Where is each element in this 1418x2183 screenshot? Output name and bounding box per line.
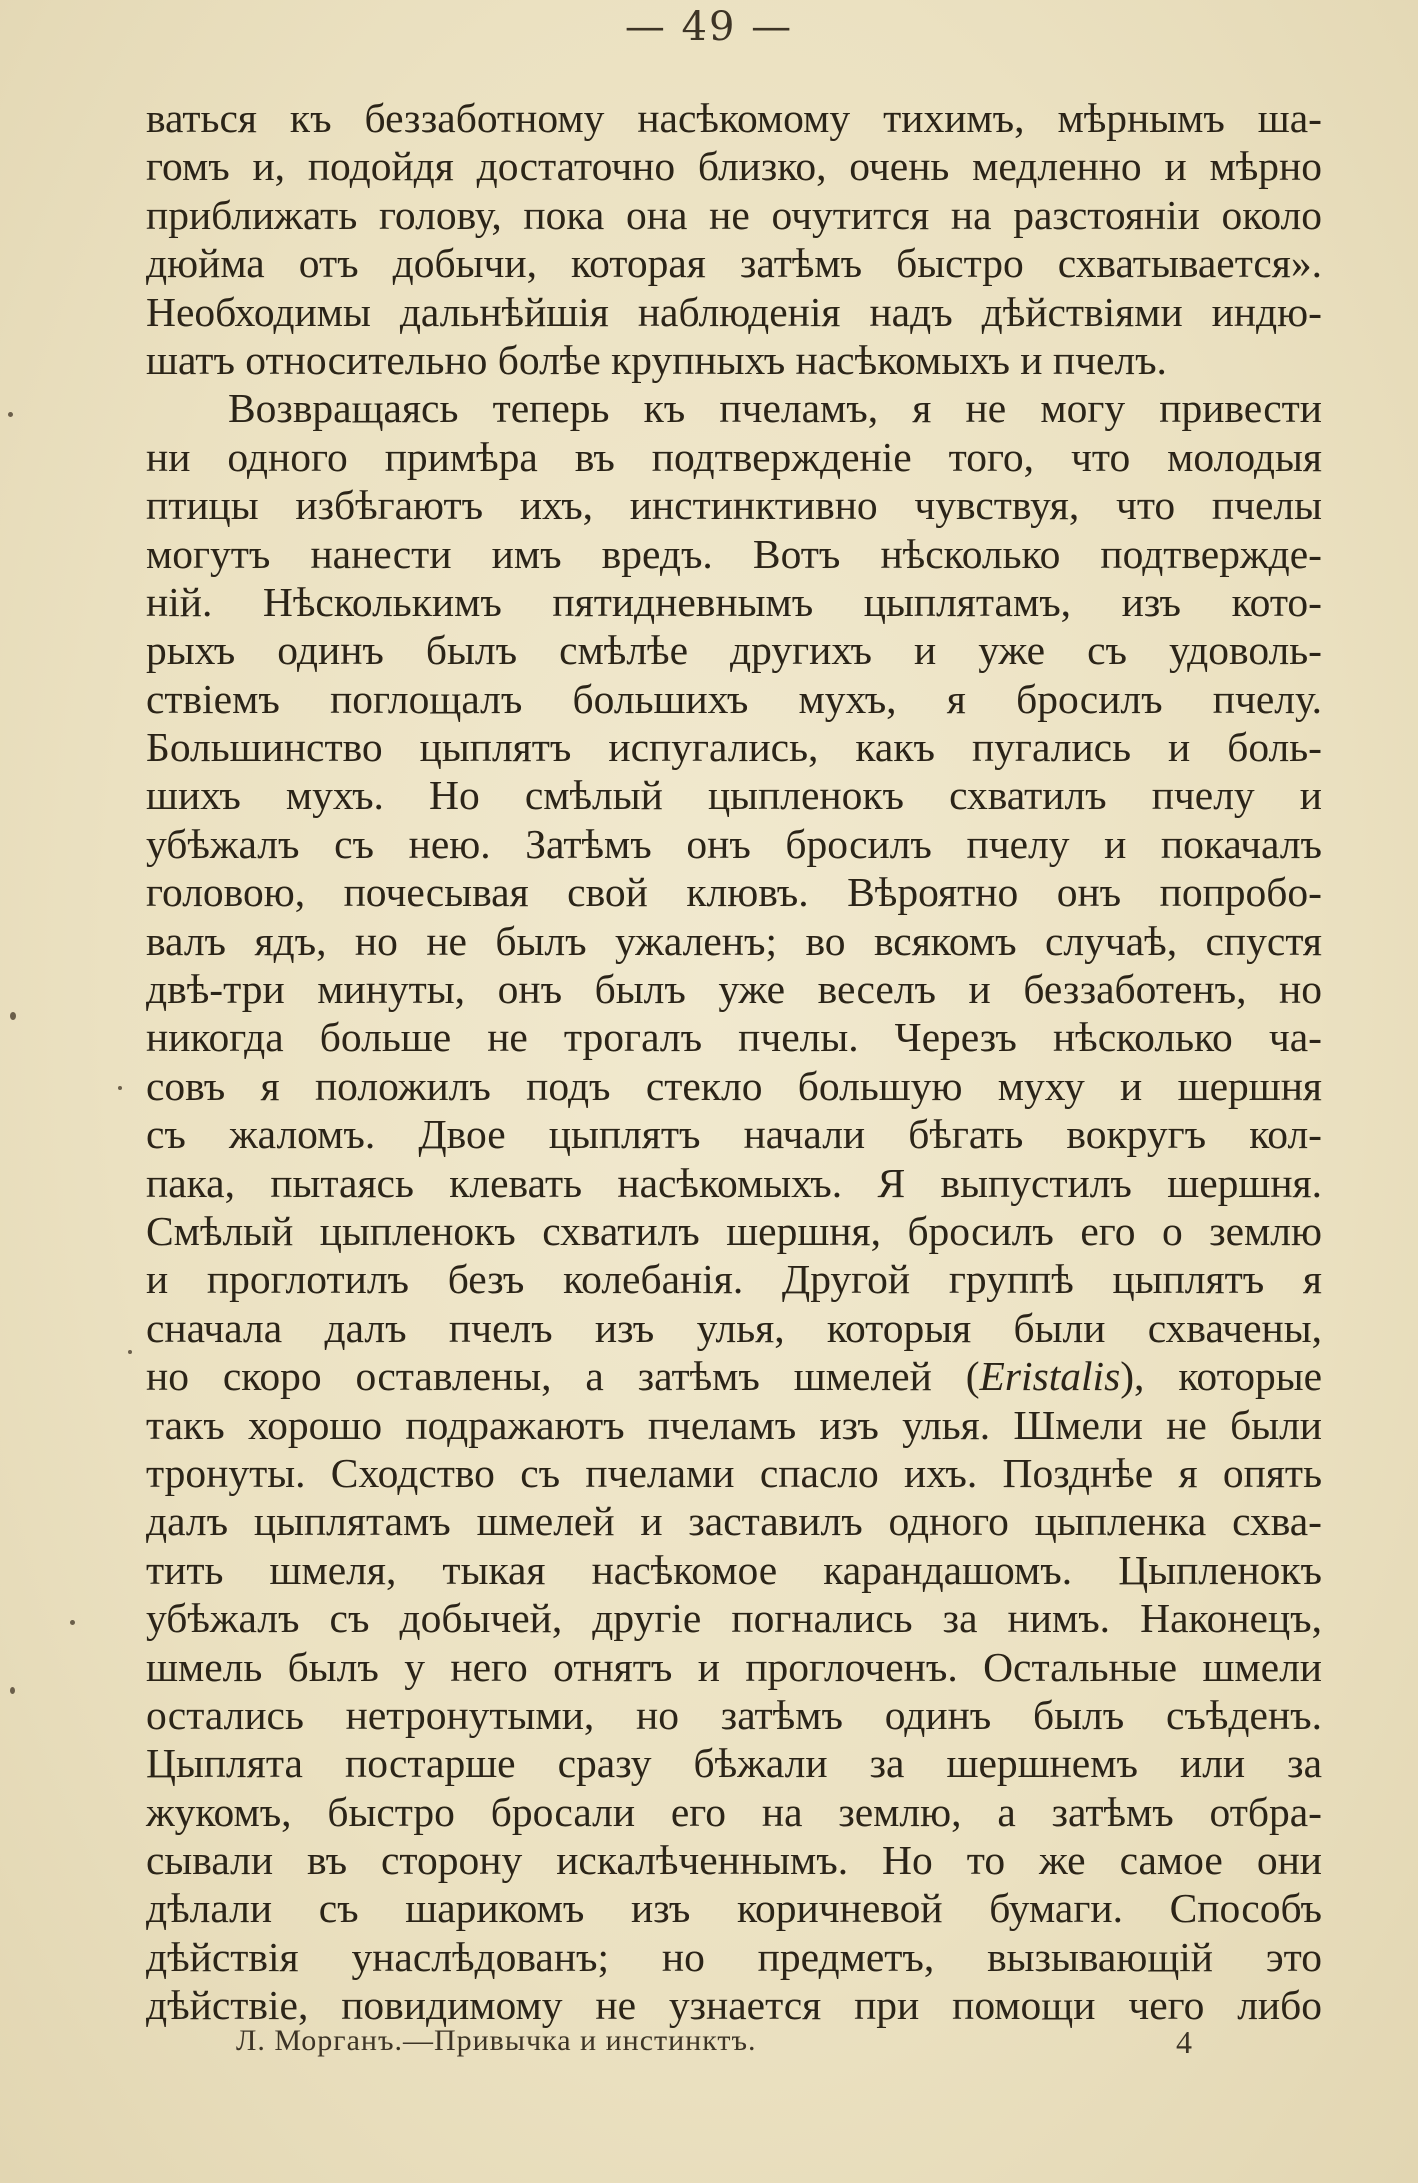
- text-line: шмель былъ у него отнятъ и проглоченъ. Остальные шмели: [146, 1643, 1322, 1690]
- text-line: ній. Нѣсколькимъ пятидневнымъ цыплятамъ, изъ кото-: [146, 578, 1322, 625]
- text-line: и проглотилъ безъ колебанія. Другой группѣ цыплятъ я: [146, 1256, 1322, 1303]
- text-line: сначала далъ пчелъ изъ улья, которыя были схвачены,: [146, 1304, 1322, 1351]
- text-line: валъ ядъ, но не былъ ужаленъ; во всякомъ случаѣ, спустя: [146, 917, 1322, 964]
- text-line: далъ цыплятамъ шмелей и заставилъ одного цыпленка схва-: [146, 1498, 1322, 1545]
- text-line: Необходимы дальнѣйшія наблюденія надъ дѣйствіями индю-: [146, 288, 1322, 335]
- text-line: ваться къ беззаботному насѣкомому тихимъ, мѣрнымъ ша-: [146, 95, 1322, 141]
- text-line: гомъ и, подойдя достаточно близко, очень медленно и мѣрно: [146, 143, 1322, 190]
- text-line: ни одного примѣра въ подтвержденіе того, что молодыя: [146, 433, 1322, 480]
- text-line: дюйма отъ добычи, которая затѣмъ быстро схватывается».: [146, 240, 1322, 287]
- text-line: головою, почесывая свой клювъ. Вѣроятно онъ попробо-: [146, 869, 1322, 916]
- page-footer: [0, 2024, 1418, 2068]
- text-line: шатъ относительно болѣе крупныхъ насѣкомыхъ и пчелъ.: [146, 336, 1167, 383]
- text-line: дѣлали съ шарикомъ изъ коричневой бумаги. Способъ: [146, 1885, 1322, 1932]
- ink-speck: [10, 1687, 15, 1694]
- text-line: совъ я положилъ подъ стекло большую муху и шершня: [146, 1062, 1322, 1109]
- text-line: Большинство цыплятъ испугались, какъ пугались и боль-: [146, 724, 1322, 771]
- ink-speck: [70, 1620, 75, 1625]
- text-line: убѣжалъ съ нею. Затѣмъ онъ бросилъ пчелу и покачалъ: [146, 820, 1322, 867]
- text-line: тронуты. Сходство съ пчелами спасло ихъ. Позднѣе я опять: [146, 1449, 1322, 1496]
- text-line: Цыплята постарше сразу бѣжали за шершнемъ или за: [146, 1740, 1322, 1787]
- footer-signature: Л. Морганъ.—Привычка и инстинктъ.: [236, 2024, 757, 2057]
- ink-speck: [118, 1086, 122, 1090]
- text-line: жукомъ, быстро бросали его на землю, а затѣмъ отбра-: [146, 1788, 1322, 1835]
- text-line: ствіемъ поглощалъ большихъ мухъ, я бросилъ пчелу.: [146, 675, 1322, 722]
- text-line: такъ хорошо подражаютъ пчеламъ изъ улья. Шмели не были: [146, 1401, 1322, 1448]
- text-line: приближать голову, пока она не очутится на разстояніи около: [146, 191, 1322, 238]
- text-line: съ жаломъ. Двое цыплятъ начали бѣгать вокругъ кол-: [146, 1111, 1322, 1158]
- paragraph-start-line: Возвращаясь теперь къ пчеламъ, я не могу привести: [228, 385, 1322, 432]
- ink-speck: [8, 412, 13, 417]
- ink-speck: [128, 1350, 132, 1354]
- text-line: тить шмеля, тыкая насѣкомое карандашомъ. Цыпленокъ: [146, 1546, 1322, 1593]
- text-line: но скоро оставлены, а затѣмъ шмелей (Eristalis), которые: [146, 1353, 1322, 1400]
- text-line: двѣ-три минуты, онъ былъ уже веселъ и беззаботенъ, но: [146, 966, 1322, 1013]
- text-line: пака, пытаясь клевать насѣкомыхъ. Я выпустилъ шершня.: [146, 1159, 1322, 1206]
- text-line: остались нетронутыми, но затѣмъ одинъ былъ съѣденъ.: [146, 1691, 1322, 1738]
- text-line: рыхъ одинъ былъ смѣлѣе другихъ и уже съ удоволь-: [146, 627, 1322, 674]
- latin-genus-name: Eristalis: [979, 1353, 1121, 1400]
- text-line: шихъ мухъ. Но смѣлый цыпленокъ схватилъ пчелу и: [146, 772, 1322, 819]
- text-line: сывали въ сторону искалѣченнымъ. Но то же самое они: [146, 1837, 1322, 1884]
- text-line: птицы избѣгаютъ ихъ, инстинктивно чувствуя, что пчелы: [146, 482, 1322, 529]
- text-line: дѣйствія унаслѣдованъ; но предметъ, вызывающій это: [146, 1933, 1322, 1980]
- text-line: никогда больше не трогалъ пчелы. Черезъ нѣсколько ча-: [146, 1014, 1322, 1061]
- ink-speck: [10, 1012, 16, 1020]
- text-line: могутъ нанести имъ вредъ. Вотъ нѣсколько подтвержде-: [146, 530, 1322, 577]
- text-line: дѣйствіе, повидимому не узнается при помощи чего либо: [146, 1982, 1322, 2029]
- body-text: [146, 94, 1322, 2030]
- text-line: Смѣлый цыпленокъ схватилъ шершня, бросилъ его о землю: [146, 1207, 1322, 1254]
- text-line: убѣжалъ съ добычей, другіе погнались за нимъ. Наконецъ,: [146, 1595, 1322, 1642]
- sheet-number: 4: [1176, 2024, 1192, 2060]
- page-number: — 49 —: [624, 4, 794, 50]
